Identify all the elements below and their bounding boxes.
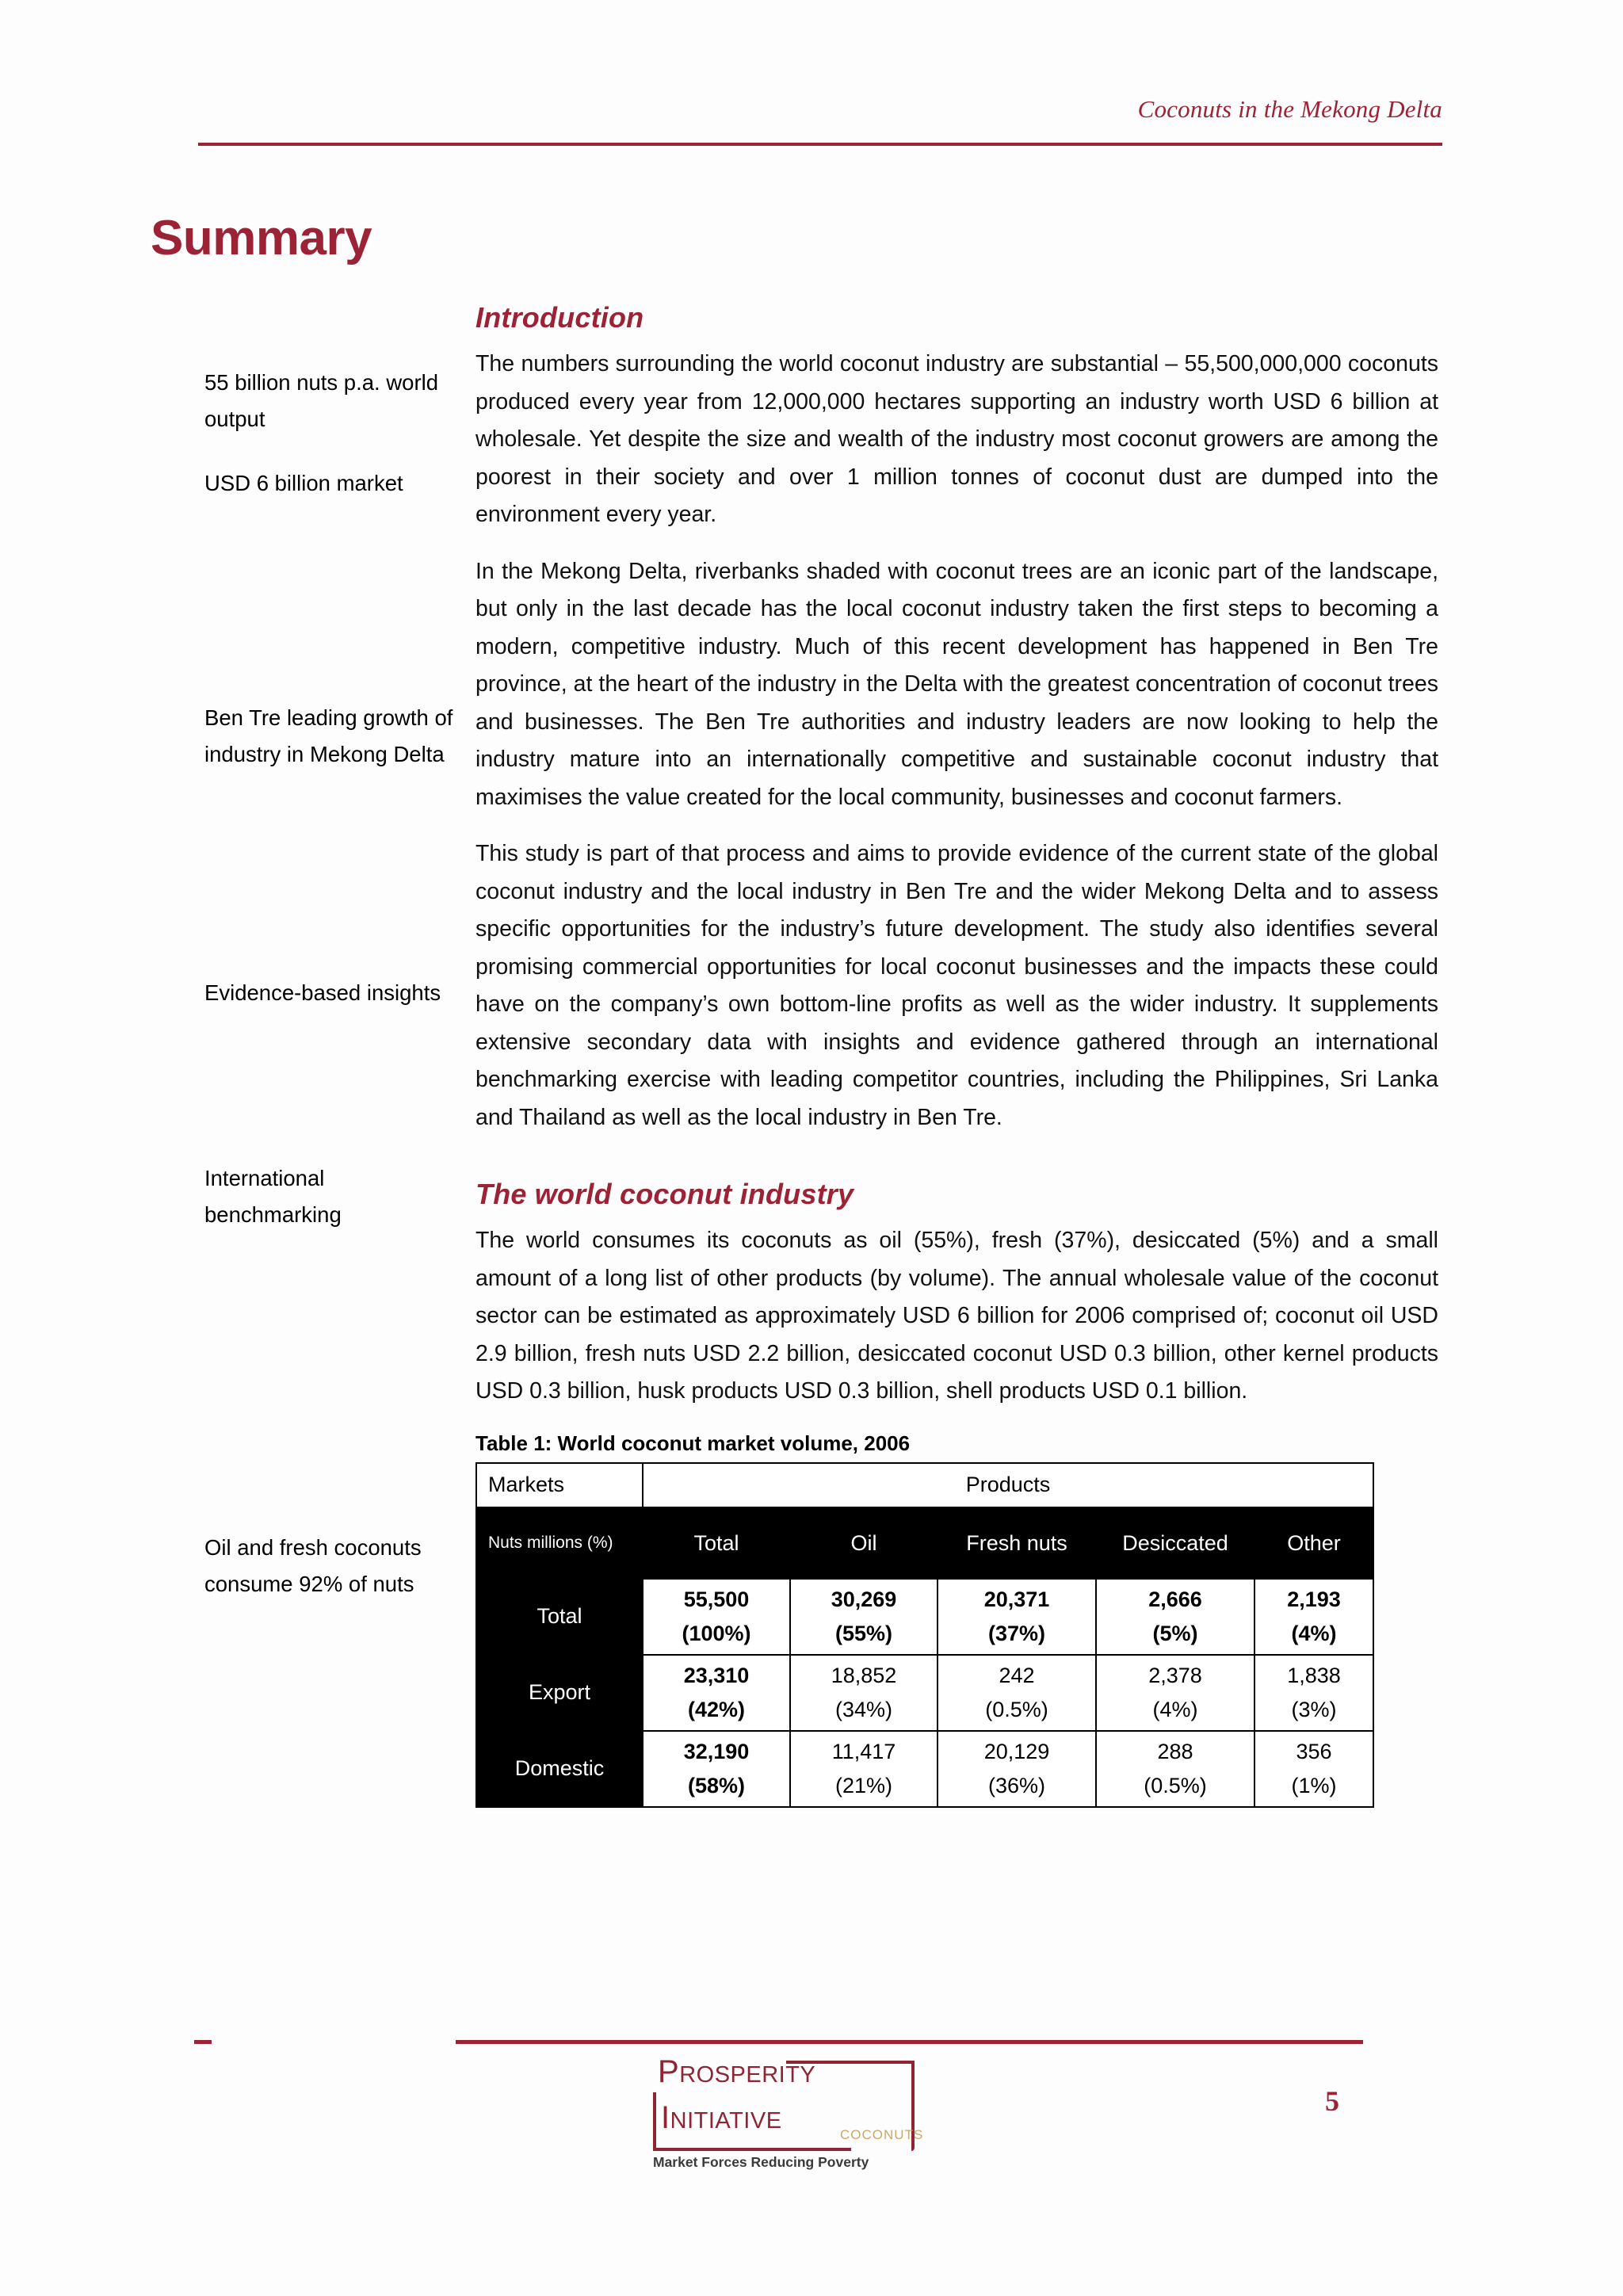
table-col-header-oil: Oil	[790, 1507, 938, 1579]
logo-badge-coconuts: COCONUTS	[840, 2127, 924, 2142]
body-paragraph: The world consumes its coconuts as oil (55%), fresh (37%), desiccated (5%) and a small amount of a long list of other products (by volume). The annual wholesale value of the coconut sector can be estimated as approximately USD 6 billion for 2006 comprised of; coconut oil USD 2.9 billion, fresh nuts USD 2.2 billion, desiccated coconut USD 0.3 billion, other kernel products USD 0.3 billion, husk products USD 0.3 billion, shell products USD 0.1 billion.	[475, 1228, 1438, 1404]
cell-number: 2,666	[1148, 1587, 1202, 1611]
table-cell	[938, 1579, 1096, 1655]
cell-number: 55,500	[683, 1587, 750, 1611]
table-col-header-other: Other	[1254, 1507, 1373, 1579]
table-cell	[790, 1731, 938, 1807]
page-number: 5	[1325, 2085, 1339, 2117]
logo-rest-prosperity: ROSPERITY	[679, 2062, 816, 2088]
cell-number: 11,417	[831, 1739, 896, 1763]
world-coconut-market-table	[475, 1462, 1374, 1808]
cell-number: 2,378	[1148, 1663, 1202, 1687]
cell-percent: (37%)	[987, 1621, 1046, 1645]
table-col-header-fresh-nuts: Fresh nuts	[938, 1507, 1096, 1579]
cell-percent: (0.5%)	[985, 1697, 1048, 1721]
cell-number: 30,269	[831, 1587, 897, 1611]
margin-note: 55 billion nuts p.a. world output	[204, 370, 439, 431]
logo-initial-p: P	[658, 2054, 680, 2089]
cell-number: 20,371	[983, 1587, 1050, 1611]
logo-word-prosperity	[658, 2054, 815, 2090]
table-cell	[1254, 1655, 1373, 1731]
table-row	[476, 1731, 1373, 1807]
cell-percent: (21%)	[834, 1773, 893, 1797]
cell-number: 23,310	[683, 1663, 750, 1687]
cell-number: 288	[1157, 1739, 1193, 1763]
running-header-title: Coconuts in the Mekong Delta	[1137, 95, 1442, 123]
cell-number: 20,129	[983, 1739, 1050, 1763]
page-title: Summary	[151, 211, 372, 266]
cell-number: 32,190	[683, 1739, 750, 1763]
cell-percent: (3%)	[1291, 1697, 1337, 1721]
logo-rest-initiative: NITIATIVE	[670, 2108, 782, 2134]
header-rule	[198, 143, 1442, 146]
cell-percent: (4%)	[1152, 1697, 1198, 1721]
cell-percent: (0.5%)	[1144, 1773, 1207, 1797]
table-cell	[643, 1579, 790, 1655]
cell-number: 242	[999, 1663, 1035, 1687]
table-cell	[1096, 1655, 1254, 1731]
cell-percent: (55%)	[834, 1621, 893, 1645]
cell-number: 356	[1296, 1739, 1332, 1763]
logo-initial-i: I	[661, 2100, 670, 2135]
table-group-header: Products	[643, 1463, 1373, 1507]
cell-percent: (5%)	[1152, 1621, 1198, 1645]
table-cell	[643, 1655, 790, 1731]
table-row-label: Export	[476, 1655, 643, 1731]
logo-word-initiative	[661, 2100, 782, 2136]
main-content-column	[475, 301, 1438, 1808]
table-cell	[1254, 1731, 1373, 1807]
section-heading-world-coconut-industry: The world coconut industry	[475, 1178, 854, 1210]
logo-tagline: Market Forces Reducing Poverty	[653, 2154, 869, 2170]
cell-percent: (42%)	[687, 1697, 746, 1721]
table-cell	[938, 1731, 1096, 1807]
cell-number: 2,193	[1287, 1587, 1341, 1611]
table-col-header-desiccated: Desiccated	[1096, 1507, 1254, 1579]
table-col-header-total: Total	[643, 1507, 790, 1579]
body-paragraph: In the Mekong Delta, riverbanks shaded with coconut trees are an iconic part of the landscape, but only in the last decade has the local coconut industry taken the first steps to becoming a modern, competitive industry. Much of this recent development has happened in Ben Tre province, at the heart of the industry in the Delta with the greatest concentration of coconut trees and businesses. The Ben Tre authorities and industry leaders are now looking to help the industry mature into an internationally competitive and sustainable coconut industry that maximises the value created for the local community, businesses and coconut farmers.	[475, 558, 1438, 810]
margin-note: Ben Tre leading growth of industry in Mekong Delta	[204, 705, 453, 766]
footer-left-dash	[194, 2040, 212, 2044]
cell-percent: (1%)	[1291, 1773, 1337, 1797]
cell-percent: (34%)	[834, 1697, 893, 1721]
table-cell	[790, 1579, 938, 1655]
table-cell	[643, 1731, 790, 1807]
table-header-row-columns	[476, 1507, 1373, 1579]
section-heading-introduction: Introduction	[475, 301, 644, 334]
margin-note: International benchmarking	[204, 1166, 342, 1227]
table-cell	[1254, 1579, 1373, 1655]
table-unit-header: Nuts millions (%)	[476, 1507, 643, 1579]
table-cell	[938, 1655, 1096, 1731]
footer-rule	[456, 2040, 1363, 2044]
cell-number: 18,852	[831, 1663, 897, 1687]
cell-percent: (36%)	[987, 1773, 1046, 1797]
cell-percent: (58%)	[687, 1773, 746, 1797]
cell-number: 1,838	[1287, 1663, 1341, 1687]
table-row-label: Total	[476, 1579, 643, 1655]
table-caption: Table 1: World coconut market volume, 2006	[475, 1431, 911, 1455]
cell-percent: (100%)	[682, 1621, 751, 1645]
margin-note: Evidence-based insights	[204, 980, 441, 1005]
table-row	[476, 1655, 1373, 1731]
table-corner-header: Markets	[476, 1463, 643, 1507]
table-cell	[790, 1655, 938, 1731]
cell-percent: (4%)	[1291, 1621, 1337, 1645]
table-cell	[1096, 1731, 1254, 1807]
margin-note: Oil and fresh coconuts consume 92% of nuts	[204, 1535, 422, 1596]
table-row	[476, 1579, 1373, 1655]
table-row-label: Domestic	[476, 1731, 643, 1807]
body-paragraph: The numbers surrounding the world coconut industry are substantial – 55,500,000,000 coconuts produced every year from 12,000,000 hectares supporting an industry worth USD 6 billion at wholesale. Yet despite the size and wealth of the industry most coconut growers are among the poorest in their society and over 1 million tonnes of coconut dust are dumped into the environment every year.	[475, 351, 1438, 527]
margin-note: USD 6 billion market	[204, 471, 403, 495]
body-paragraph: This study is part of that process and aims to provide evidence of the current state of the global coconut industry and the local industry in Ben Tre and the wider Mekong Delta and to assess specific opportunities for the industry’s future development. The study also identifies several promising commercial opportunities for local coconut businesses and the impacts these could have on the company’s own bottom-line profits as well as the wider industry. It supplements extensive secondary data with insights and evidence gathered through an international benchmarking exercise with leading competitor countries, including the Philippines, Sri Lanka and Thailand as well as the local industry in Ben Tre.	[475, 841, 1438, 1130]
table-cell	[1096, 1579, 1254, 1655]
prosperity-initiative-logo	[624, 2051, 941, 2182]
table-header-row-groups	[476, 1463, 1373, 1507]
page-header	[198, 95, 1442, 151]
